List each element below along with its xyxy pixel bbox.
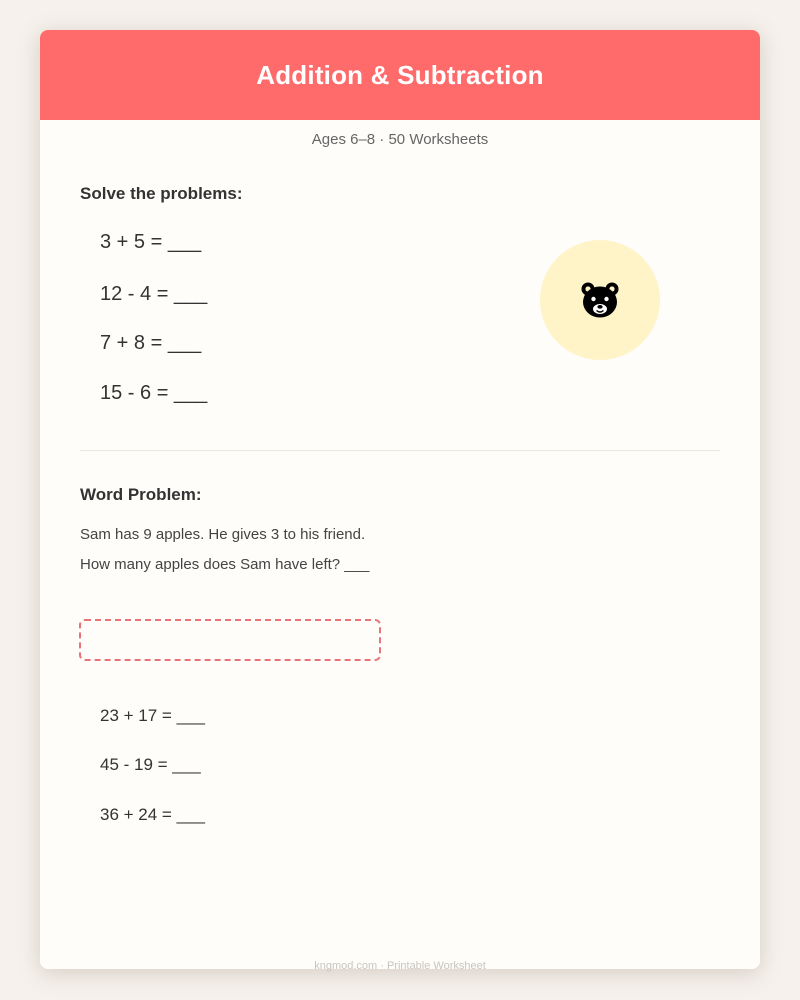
page-footer: kngmod.com · Printable Worksheet: [314, 960, 486, 972]
answer-box[interactable]: [79, 619, 381, 661]
math-problem: 23 + 17 = ___: [100, 706, 205, 725]
worksheet-header: [40, 30, 760, 120]
word-problem-line: How many apples does Sam have left? ___: [80, 556, 370, 573]
worksheet-subtitle: Ages 6–8 · 50 Worksheets: [311, 131, 489, 148]
math-problem: 12 - 4 = ___: [100, 283, 208, 305]
math-problem: 36 + 24 = ___: [100, 805, 205, 824]
section-divider: [80, 450, 720, 451]
bear-face-icon: [580, 280, 620, 320]
math-problem: 3 + 5 = ___: [100, 231, 202, 253]
solve-section-title: Solve the problems:: [80, 184, 243, 203]
worksheet-card: [40, 30, 760, 969]
math-problem: 7 + 8 = ___: [100, 332, 202, 354]
math-problem: 45 - 19 = ___: [100, 755, 201, 774]
word-problem-title: Word Problem:: [80, 485, 202, 504]
bear-badge: [540, 240, 660, 360]
math-problem: 15 - 6 = ___: [100, 382, 208, 404]
worksheet-title: Addition & Subtraction: [256, 59, 544, 90]
word-problem-line: Sam has 9 apples. He gives 3 to his friend.: [80, 526, 366, 543]
